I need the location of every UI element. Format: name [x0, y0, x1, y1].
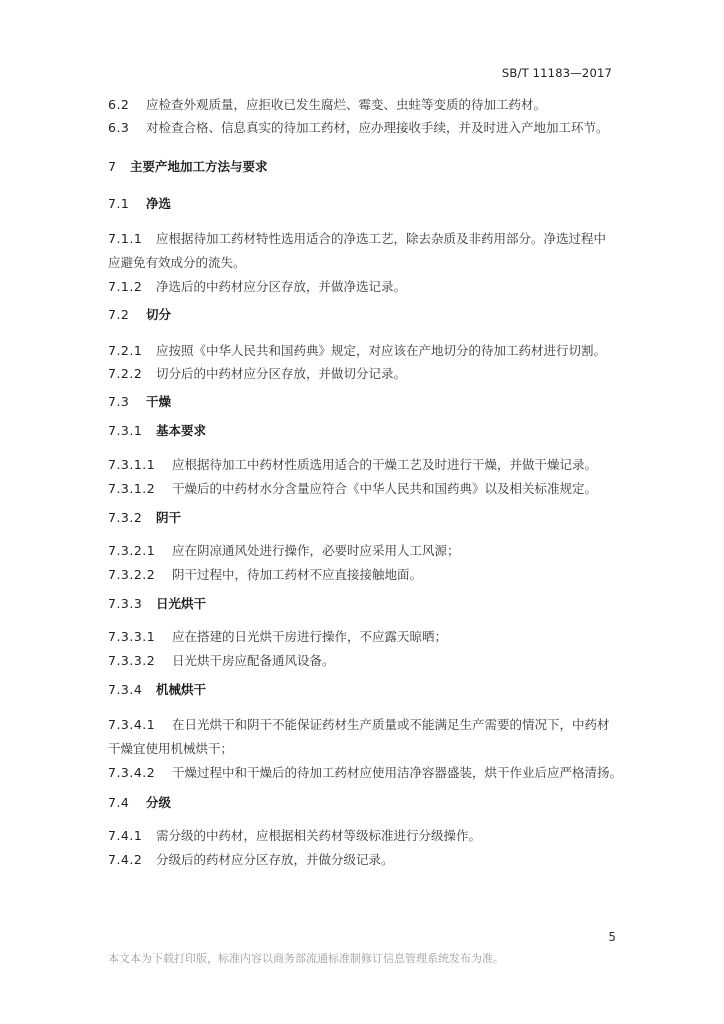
standard-code: SB/T 11183—2017: [501, 66, 612, 80]
clause-text: 分级后的药材应分区存放，并做分级记录。: [156, 852, 394, 867]
clause-text: 需分级的中药材，应根据相关药材等级标准进行分级操作。: [156, 828, 482, 843]
clause-7-2-1: [108, 341, 618, 360]
page-number: 5: [608, 930, 616, 944]
clause-text: 阴干过程中，待加工药材不应直接接触地面。: [172, 567, 423, 582]
clause-number: 7.2.2: [108, 366, 143, 381]
clause-text: 对检查合格、信息真实的待加工药材，应办理接收手续，并及时进入产地加工环节。: [146, 120, 609, 135]
clause-7-3-4-2: [108, 763, 623, 782]
clause-7-3-1-2: [108, 479, 618, 498]
clause-number: 6.3: [108, 120, 130, 135]
clause-number: 7.4.1: [108, 828, 143, 843]
clause-number: 7.3.1.1: [108, 457, 156, 472]
section-number: 7.1: [108, 196, 130, 211]
section-heading-7-3-4: [108, 680, 618, 699]
section-heading-7-3-2: [108, 508, 618, 527]
clause-7-3-4-1: [108, 713, 618, 761]
section-title: 基本要求: [156, 423, 207, 438]
clause-7-3-2-2: [108, 565, 618, 584]
clause-text: 日光烘干房应配备通风设备。: [172, 653, 335, 668]
clause-number: 7.3.2.1: [108, 543, 156, 558]
clause-number: 7.3.1.2: [108, 481, 156, 496]
section-heading-7-4: [108, 793, 618, 812]
section-heading-7-2: [108, 305, 618, 324]
section-number: 7.3.2: [108, 510, 143, 525]
section-number: 7.3.3: [108, 596, 143, 611]
section-title: 机械烘干: [156, 682, 207, 697]
section-number: 7.3: [108, 394, 130, 409]
section-heading-7-3-1: [108, 421, 618, 440]
section-heading-7: [108, 157, 618, 176]
section-heading-7-3: [108, 392, 618, 411]
clause-number: 6.2: [108, 97, 130, 112]
clause-text: 干燥后的中药材水分含量应符合《中华人民共和国药典》以及相关标准规定。: [172, 481, 598, 496]
section-title: 切分: [146, 307, 172, 322]
section-number: 7.4: [108, 795, 130, 810]
clause-number: 7.1.1: [108, 231, 143, 246]
section-heading-7-1: [108, 194, 618, 213]
clause-7-3-3-1: [108, 627, 618, 646]
section-heading-7-3-3: [108, 594, 618, 613]
clause-text: 应在阴凉通风处进行操作，必要时应采用人工风源；: [172, 543, 460, 558]
clause-6-2: [108, 95, 618, 114]
clause-number: 7.3.2.2: [108, 567, 156, 582]
clause-number: 7.3.4.1: [108, 717, 156, 732]
clause-7-2-2: [108, 364, 618, 383]
footer-notice: 本文本为下载打印版，标准内容以商务部流通标准制修订信息管理系统发布为准。: [108, 952, 504, 965]
clause-6-3: [108, 118, 618, 137]
clause-7-3-2-1: [108, 541, 618, 560]
section-title: 干燥: [146, 394, 172, 409]
clause-text: 应在搭建的日光烘干房进行操作，不应露天晾晒；: [172, 629, 448, 644]
clause-7-3-3-2: [108, 651, 618, 670]
section-number: 7.2: [108, 307, 130, 322]
clause-number: 7.3.3.1: [108, 629, 156, 644]
clause-7-4-1: [108, 826, 618, 845]
clause-text: 净选后的中药材应分区存放，并做净选记录。: [156, 279, 407, 294]
clause-7-1-1: [108, 227, 618, 275]
clause-7-4-2: [108, 850, 618, 869]
clause-text: 应按照《中华人民共和国药典》规定，对应该在产地切分的待加工药材进行切割。: [156, 343, 607, 358]
clause-7-3-1-1: [108, 455, 618, 474]
clause-number: 7.1.2: [108, 279, 143, 294]
clause-text: 在日光烘干和阴干不能保证药材生产质量或不能满足生产需要的情况下，中药材干燥宜使用机械烘干；: [108, 717, 610, 756]
section-title: 日光烘干: [156, 596, 207, 611]
clause-text: 应根据待加工药材特性选用适合的净选工艺，除去杂质及非药用部分。净选过程中应避免有效成分的流失。: [108, 231, 607, 270]
clause-text: 应检查外观质量，应拒收已发生腐烂、霉变、虫蛀等变质的待加工药材。: [146, 97, 547, 112]
clause-number: 7.3.4.2: [108, 765, 156, 780]
clause-text: 应根据待加工中药材性质选用适合的干燥工艺及时进行干燥，并做干燥记录。: [172, 457, 598, 472]
section-title: 净选: [146, 196, 172, 211]
section-title: 分级: [146, 795, 172, 810]
clause-7-1-2: [108, 277, 618, 296]
clause-text: 干燥过程中和干燥后的待加工药材应使用洁净容器盛装，烘干作业后应严格清扬。: [172, 765, 623, 780]
section-title: 主要产地加工方法与要求: [130, 159, 268, 174]
clause-number: 7.4.2: [108, 852, 143, 867]
clause-number: 7.3.3.2: [108, 653, 156, 668]
section-number: 7.3.4: [108, 682, 143, 697]
section-title: 阴干: [156, 510, 182, 525]
clause-number: 7.2.1: [108, 343, 143, 358]
section-number: 7.3.1: [108, 423, 143, 438]
section-number: 7: [108, 159, 117, 174]
clause-text: 切分后的中药材应分区存放，并做切分记录。: [156, 366, 407, 381]
